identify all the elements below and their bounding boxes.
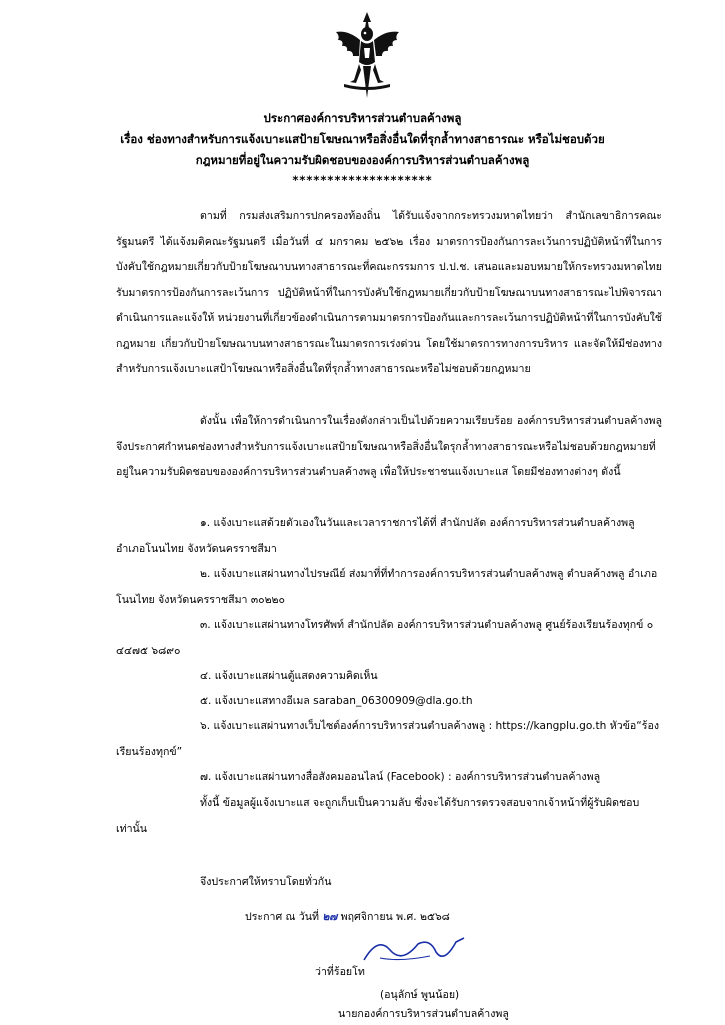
channel-item-3	[116, 613, 662, 664]
garuda-emblem-icon	[330, 10, 405, 102]
date-prefix: ประกาศ ณ วันที่	[245, 911, 319, 923]
channel-item-1-text: ๑. แจ้งเบาะแสด้วยตัวเองในวันและเวลาราชการได้ที่ สำนักปลัด องค์การบริหารส่วนตำบลค้างพลู อำเภอโนนไทย จังหวัดนครราชสีมา	[116, 517, 635, 555]
channel-item-4-text: ๔. แจ้งเบาะแสผ่านตู้แสดงความคิดเห็น	[200, 670, 378, 682]
announcement-date	[245, 907, 450, 928]
channel-item-2	[116, 562, 662, 613]
signer-rank: ว่าที่ร้อยโท	[315, 966, 365, 978]
channel-item-2-text: ๒. แจ้งเบาะแสผ่านทางไปรษณีย์ ส่งมาที่ที่ทำการองค์การบริหารส่วนตำบลค้างพลู ตำบลค้างพลู อำเภอโนนไทย จังหวัดนครราชสีมา ๓๐๒๒๐	[116, 568, 658, 606]
date-rest: พฤศจิกายน พ.ศ. ๒๕๖๘	[340, 911, 450, 923]
confidentiality-note-text: ทั้งนี้ ข้อมูลผู้แจ้งเบาะแส จะถูกเก็บเป็นความลับ ซึ่งจะได้รับการตรวจสอบจากเจ้าหน้าที่ผู้รับผิดชอบเท่านั้น	[116, 797, 640, 835]
channel-item-3-text: ๓. แจ้งเบาะแสผ่านทางโทรศัพท์ สำนักปลัด องค์การบริหารส่วนตำบลค้างพลู ศูนย์ร้องเรียนร้องทุกข์ ๐ ๔๔๗๕ ๖๘๙๐	[116, 619, 654, 657]
channel-item-1	[116, 511, 662, 562]
subject-line-2: กฎหมายที่อยู่ในความรับผิดชอบขององค์การบริหารส่วนตำบลค้างพลู	[195, 153, 530, 167]
signer-position: นายกองค์การบริหารส่วนตำบลค้างพลู	[338, 1008, 509, 1020]
channel-item-5	[116, 689, 662, 715]
confidentiality-note	[116, 791, 662, 842]
signer-name: (อนุลักษ์ พูนน้อย)	[380, 989, 460, 1001]
body-paragraph-1	[116, 204, 662, 383]
channel-item-6	[116, 714, 662, 765]
paragraph-2-text: ดังนั้น เพื่อให้การดำเนินการในเรื่องดังกล่าวเป็นไปด้วยความเรียบร้อย องค์การบริหารส่วนตำบลค้างพลู จึงประกาศกำหนดช่องทางสำหรับการแจ้งเบาะแสป้ายโฆษณาหรือสิ่งอื่นใดรุกล้ำทางสาธารณะหรือไม่ชอบด้วยกฎหมายที่อยู่ในความรับผิดชอบขององค์การบริหารส่วนตำบลค้างพลู เพื่อให้ประชาชนแจ้งเบาะแส โดยมีช่องทางต่างๆ ดังนี้	[116, 415, 662, 478]
paragraph-1-text: ตามที่ กรมส่งเสริมการปกครองท้องถิ่น ได้รับแจ้งจากกระทรวงมหาดไทยว่า สำนักเลขาธิการคณะรัฐมนตรี ได้แจ้งมติคณะรัฐมนตรี เมื่อวันที่ ๔ มกราคม ๒๕๖๒ เรื่อง มาตรการป้องกันการละเว้นการปฏิบัติหน้าที่ในการบังคับใช้กฎหมายเกี่ยวกับป้ายโฆษณาบนทางสาธารณะที่คณะกรรมการ ป.ป.ช. เสนอและมอบหมายให้กระทรวงมหาดไทยรับมาตรการป้องกันการละเว้นการ ปฏิบัติหน้าที่ในการบังคับใช้กฎหมายเกี่ยวกับป้ายโฆษณาบนทางสาธารณะไปพิจารณาดำเนินการและแจ้งให้ หน่วยงานที่เกี่ยวข้องดำเนินการตามมาตรการป้องกันและการละเว้นการปฏิบัติหน้าที่ในการบังคับใช้กฎหมาย เกี่ยวกับป้ายโฆษณาบนทางสาธารณะในมาตรการเร่งด่วน โดยใช้มาตรการทางการบริหาร และจัดให้มีช่องทาง สำหรับการแจ้งเบาะแสป้าโฆษณาหรือสิ่งอื่นใดที่รุกล้ำทางสาธารณะหรือไม่ชอบด้วยกฎหมาย	[116, 210, 662, 375]
date-day: ๒๗	[322, 911, 338, 923]
channel-item-5-text: ๕. แจ้งเบาะแสทางอีเมล saraban_06300909@dla.go.th	[200, 695, 473, 707]
channel-item-6-text: ๖. แจ้งเบาะแสผ่านทางเว็บไซต์องค์การบริหารส่วนตำบลค้างพลู : https://kangplu.go.th หัวข้อ“ร้องเรียนร้องทุกข์”	[116, 720, 660, 758]
channel-item-4	[116, 664, 662, 690]
subject-line-1: เรื่อง ช่องทางสำหรับการแจ้งเบาะแสป้ายโฆษณาหรือสิ่งอื่นใดที่รุกล้ำทางสาธารณะ หรือไม่ชอบด้วย	[120, 132, 605, 146]
body-paragraph-2	[116, 409, 662, 486]
signature-icon	[360, 930, 470, 968]
star-divider: ********************	[292, 173, 433, 187]
channel-item-7-text: ๗. แจ้งเบาะแสผ่านทางสื่อสังคมออนไลน์ (Facebook) : องค์การบริหารส่วนตำบลค้างพลู	[200, 771, 601, 783]
announce-statement: จึงประกาศให้ทราบโดยทั่วกัน	[200, 876, 332, 888]
channel-item-7	[116, 765, 662, 791]
document-title: ประกาศองค์การบริหารส่วนตำบลค้างพลู	[263, 111, 462, 125]
